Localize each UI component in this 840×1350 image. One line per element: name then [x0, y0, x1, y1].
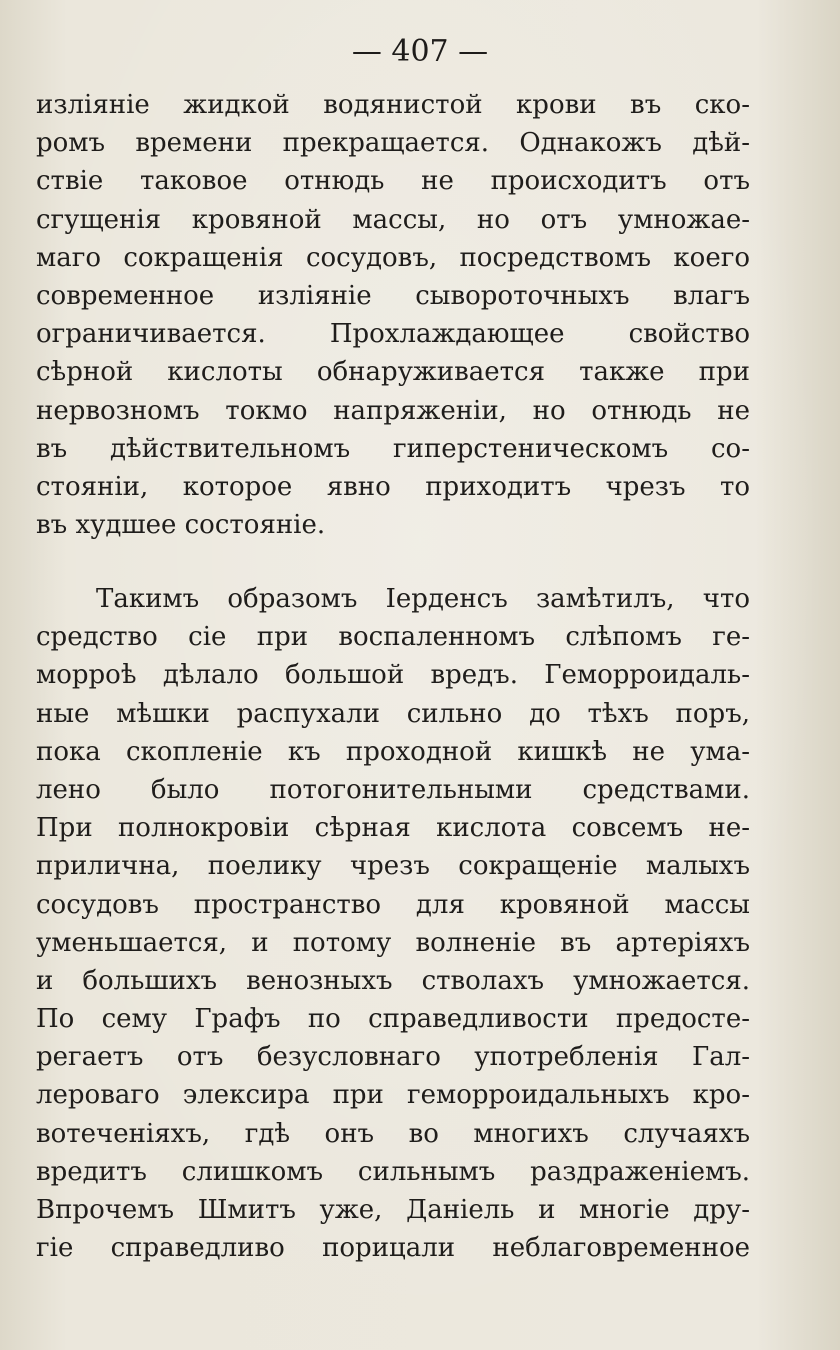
text-line: и большихъ венозныхъ стволахъ умножается.: [36, 965, 750, 996]
text-line: уменьшается, и потому волненіе въ артеріяхъ: [36, 927, 750, 958]
text-line: изліяніе жидкой водянистой крови въ ско-: [36, 90, 750, 120]
text-line: При полнокровіи сѣрная кислота совсемъ не-: [36, 813, 750, 844]
text-line: сѣрной кислоты обнаруживается также при: [36, 357, 750, 388]
text-line: вредитъ слишкомъ сильнымъ раздраженіемъ.: [36, 1156, 750, 1187]
paragraph-1: [36, 86, 750, 544]
text-line: въ дѣйствительномъ гиперстеническомъ со-: [36, 433, 750, 464]
text-line: сгущенія кровяной массы, но отъ умножае-: [36, 204, 750, 235]
text-line: морроѣ дѣлало большой вредъ. Геморроидаль-: [36, 660, 750, 691]
page-number: — 407 —: [351, 34, 489, 69]
text-line: регаетъ отъ безусловнаго употребленія Гал-: [36, 1042, 750, 1073]
text-line: въ худшее состояніе.: [36, 510, 326, 541]
text-line: ные мѣшки распухали сильно до тѣхъ поръ,: [36, 698, 750, 729]
text-line: средство сіе при воспаленномъ слѣпомъ ге-: [36, 622, 750, 653]
text-line: Впрочемъ Шмитъ уже, Даніель и многіе дру-: [36, 1195, 750, 1225]
text-line: прилична, поелику чрезъ сокращеніе малыхъ: [36, 851, 750, 882]
text-line: сосудовъ пространство для кровяной массы: [36, 889, 750, 920]
text-line: нервозномъ токмо напряженіи, но отнюдь не: [36, 395, 750, 426]
text-line: гіе справедливо порицали неблаговременное: [36, 1233, 750, 1264]
text-line: вотеченіяхъ, гдѣ онъ во многихъ случаяхъ: [36, 1118, 750, 1149]
text-line: лероваго элексира при геморроидальныхъ кро-: [36, 1080, 750, 1111]
text-line: маго сокращенія сосудовъ, посредствомъ коего: [36, 242, 750, 273]
text-line: современное изліяніе сывороточныхъ влагъ: [36, 280, 750, 311]
text-line: Такимъ образомъ Іерденсъ замѣтилъ, что: [96, 584, 750, 614]
text-line: ограничивается. Прохлаждающее свойство: [36, 319, 750, 350]
text-line: пока скопленіе къ проходной кишкѣ не ума-: [36, 736, 750, 767]
text-line: По сему Графъ по справедливости предосте-: [36, 1004, 750, 1035]
paragraph-2: [36, 580, 750, 1267]
text-line: ромъ времени прекращается. Однакожъ дѣй-: [36, 128, 750, 159]
text-line: лено было потогонительными средствами.: [36, 774, 750, 805]
text-line: стояніи, которое явно приходитъ чрезъ то: [36, 471, 750, 502]
text-line: ствіе таковое отнюдь не происходитъ отъ: [36, 166, 750, 197]
